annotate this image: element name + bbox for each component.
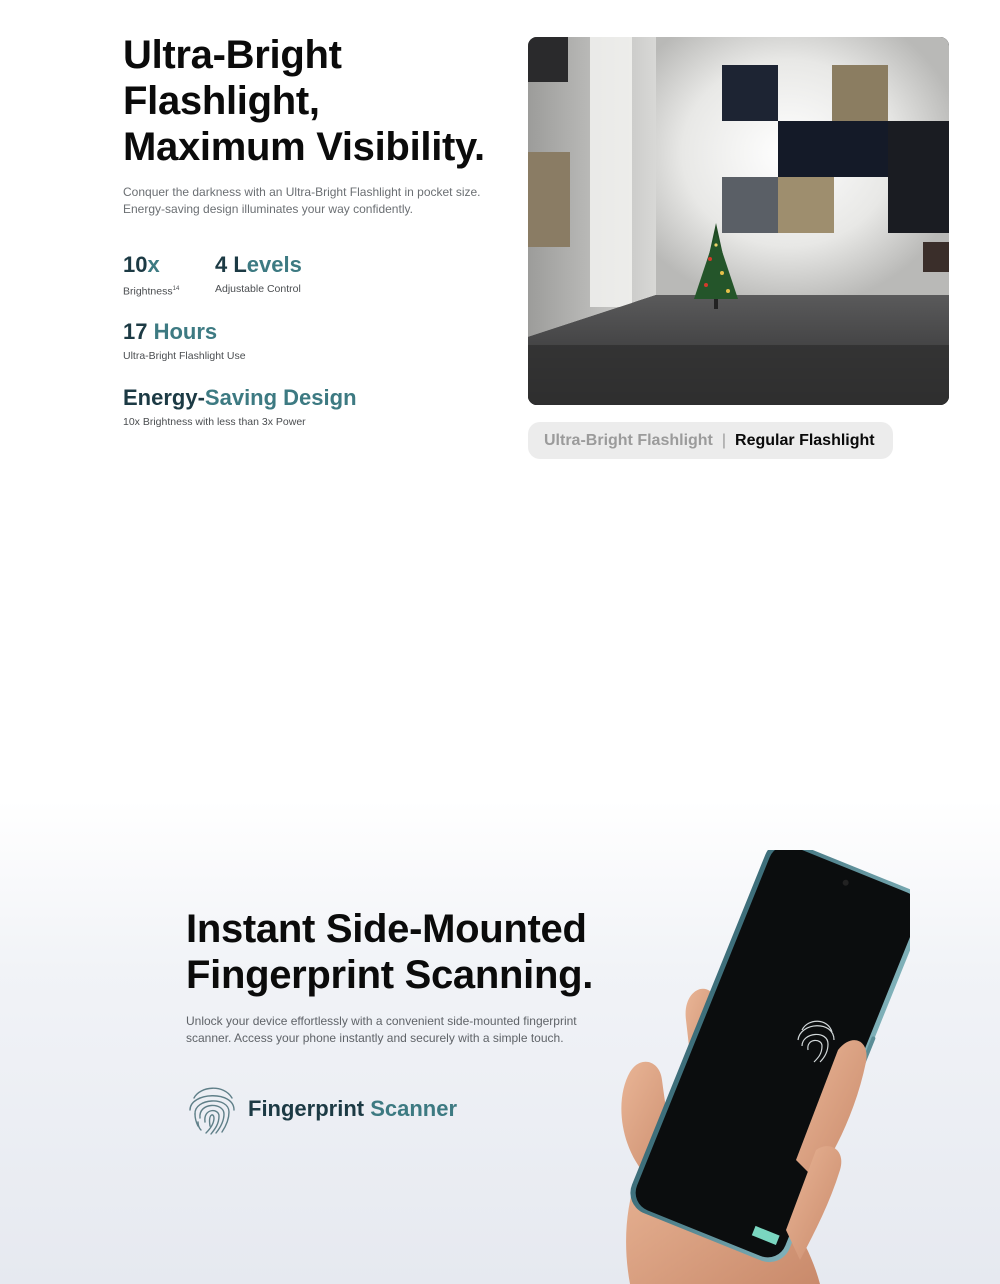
flashlight-mode-toggle[interactable] bbox=[528, 422, 893, 459]
stat-value: 10x bbox=[123, 252, 160, 277]
stat-hours bbox=[123, 319, 246, 363]
stat-value: Energy-Saving Design bbox=[123, 385, 357, 410]
fingerprint-icon bbox=[186, 1082, 238, 1136]
fingerprint-feature bbox=[186, 1082, 457, 1136]
flashlight-heading: Ultra-Bright Flashlight, Maximum Visibility. bbox=[123, 33, 485, 169]
toggle-ultra-bright[interactable]: Ultra-Bright Flashlight bbox=[544, 431, 713, 449]
stat-levels bbox=[215, 252, 302, 296]
stat-label: Ultra-Bright Flashlight Use bbox=[123, 350, 246, 362]
stat-energy-saving bbox=[123, 385, 357, 429]
stat-label: Brightness$^{14}$ bbox=[123, 285, 180, 298]
stat-value: 4 Levels bbox=[215, 252, 302, 277]
toggle-regular[interactable]: Regular Flashlight bbox=[735, 431, 875, 449]
fingerprint-feature-label: Fingerprint Scanner bbox=[248, 1096, 458, 1121]
stat-value: 17 Hours bbox=[123, 319, 218, 344]
stat-brightness bbox=[123, 252, 179, 299]
hand-holding-phone-image bbox=[590, 850, 910, 1284]
fingerprint-section bbox=[0, 800, 1000, 1284]
footnote-marker: 14 bbox=[172, 286, 180, 292]
stat-label: 10x Brightness with less than 3x Power bbox=[123, 416, 306, 428]
fingerprint-description: Unlock your device effortlessly with a convenient side-mounted fingerprint scanner. Access your phone instantly and securely with a simple touch. bbox=[186, 1014, 577, 1045]
flashlight-demo-image bbox=[528, 37, 949, 405]
stat-label: Adjustable Control bbox=[215, 283, 301, 295]
flashlight-description: Conquer the darkness with an Ultra-Bright Flashlight in pocket size. Energy-saving design illuminates your way confidently. bbox=[123, 185, 481, 216]
fingerprint-heading: Instant Side-Mounted Fingerprint Scanning. bbox=[186, 907, 594, 997]
phone-illustration bbox=[590, 850, 910, 1284]
room-illustration bbox=[528, 37, 949, 405]
toggle-separator: | bbox=[721, 431, 727, 449]
